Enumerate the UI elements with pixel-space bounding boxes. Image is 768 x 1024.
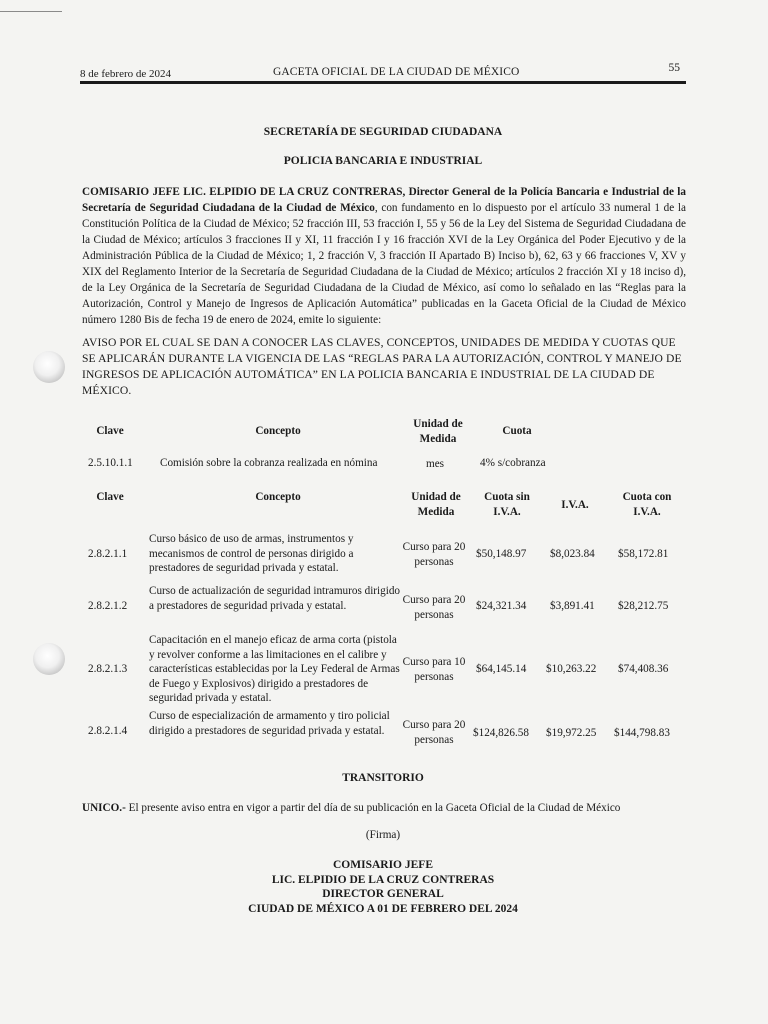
signature-block — [80, 858, 686, 916]
policia-title: POLICIA BANCARIA E INDUSTRIAL — [283, 155, 483, 167]
header-gazette-title: GACETA OFICIAL DE LA CIUDAD DE MÉXICO — [273, 66, 520, 78]
t2-row4-iva: $19,972.25 — [546, 727, 597, 739]
t2-row1-concepto: Curso básico de uso de armas, instrumentos y mecanismos de control de personas dirigido a prestadores de seguridad privada y estatal. — [149, 533, 354, 574]
t2-row3-sin-iva: $64,145.14 — [476, 663, 527, 675]
t2-row3-unidad: Curso para 10 personas — [402, 656, 466, 683]
page-number: 55 — [668, 62, 680, 74]
t2-header-sin-iva: Cuota sin I.V.A. — [484, 491, 530, 518]
t2-row2-sin-iva: $24,321.34 — [476, 600, 527, 612]
unico-label: UNICO.- — [82, 802, 126, 814]
t1-row-clave: 2.5.10.1.1 — [88, 457, 133, 469]
t2-header-clave: Clave — [96, 491, 124, 503]
t1-header-cuota: Cuota — [502, 425, 532, 437]
preamble-text: , con fundamento en lo dispuesto por el artículo 33 numeral 1 de la Constitución Política de la Ciudad de México; 52 fracción III, 53 fracción I, 55 y 56 de la Ley del Sistema de Seguridad Ciudadana de la Ciudad de México; artículos 3 fracciones II y XI, 11 fracción I y 16 fracción XVI de la Ley Orgánica del Poder Ejecutivo y de la Administración Pública de la Ciudad de México; 1, 2 fracción V, 3 fracción II Apartado B) Inciso b), 62, 63 y 66 fracciones V, XV y XIX del Reglamento Interior de la Secretaría de Seguridad Ciudadana de la Ciudad de México; artículos 2 fracción XI y 18 inciso d), de la Ley Orgánica de la Secretaría de Seguridad Ciudadana de la Ciudad de México, así como lo señalado en las “Reglas para la Autorización, Control y Manejo de Ingresos de Aplicación Automática” publicadas en la Gaceta Oficial de la Ciudad de México número 1280 Bis de fecha 19 de enero de 2024, emite lo siguiente: — [82, 202, 686, 326]
t2-row1-unidad: Curso para 20 personas — [402, 541, 466, 568]
t2-row1-con-iva: $58,172.81 — [618, 548, 669, 560]
t2-row4-sin-iva: $124,826.58 — [473, 727, 529, 739]
punch-hole-top — [33, 351, 65, 383]
t2-header-con-iva: Cuota con I.V.A. — [622, 491, 672, 518]
unico-paragraph — [82, 802, 620, 814]
t2-row4-clave: 2.8.2.1.4 — [88, 725, 128, 737]
t2-row2-clave: 2.8.2.1.2 — [88, 600, 128, 612]
preamble-paragraph — [82, 184, 686, 328]
aviso-paragraph: AVISO POR EL CUAL SE DAN A CONOCER LAS CLAVES, CONCEPTOS, UNIDADES DE MEDIDA Y CUOTAS QUE SE APLICARÁN DURANTE LA VIGENCIA DE LAS “REGLAS PARA LA AUTORIZACIÓN, CONTROL Y MANEJO DE INGRESOS DE APLICACIÓN AUTOMÁTICA” EN LA POLICIA BANCARIA E INDUSTRIAL DE LA CIUDAD DE MÉXICO. — [82, 336, 682, 397]
signature-rank: COMISARIO JEFE — [333, 859, 433, 871]
signature-position: DIRECTOR GENERAL — [322, 888, 444, 900]
t2-header-iva: I.V.A. — [561, 499, 589, 511]
punch-hole-bottom — [33, 643, 65, 675]
t2-row1-sin-iva: $50,148.97 — [476, 548, 527, 560]
secretaria-title: SECRETARÍA DE SEGURIDAD CIUDADANA — [263, 126, 503, 138]
signature-name: LIC. ELPIDIO DE LA CRUZ CONTRERAS — [271, 873, 495, 886]
t2-header-unidad: Unidad de Medida — [411, 491, 461, 518]
t2-row2-iva: $3,891.41 — [550, 600, 595, 612]
t2-row4-con-iva: $144,798.83 — [614, 727, 670, 739]
t1-row-unidad: mes — [426, 458, 445, 470]
t2-row2-unidad: Curso para 20 personas — [402, 594, 466, 621]
t2-row3-concepto: Capacitación en el manejo eficaz de arma corta (pistola y revolver conforme a las limitaciones en el calibre y características establecidas por la Ley Federal de Armas de Fuego y Explosivos) dirigido a prestadores de seguridad privada y estatal. — [149, 634, 400, 704]
t2-row1-clave: 2.8.2.1.1 — [88, 548, 128, 560]
t1-row-cuota: 4% s/cobranza — [480, 457, 546, 469]
t2-row2-con-iva: $28,212.75 — [618, 600, 669, 612]
t1-header-clave: Clave — [96, 425, 124, 437]
page-header — [80, 64, 682, 82]
unico-text: El presente aviso entra en vigor a partir del día de su publicación en la Gaceta Oficial de la Ciudad de México — [125, 802, 621, 814]
signature-place-date: CIUDAD DE MÉXICO A 01 DE FEBRERO DEL 2024 — [248, 902, 518, 915]
t2-row4-unidad: Curso para 20 personas — [402, 719, 466, 746]
t2-row2-concepto: Curso de actualización de seguridad intramuros dirigido a prestadores de seguridad privada y estatal. — [149, 585, 401, 612]
t1-header-unidad: Unidad de Medida — [413, 418, 463, 445]
firma-label: (Firma) — [365, 829, 401, 841]
transitorio-title: TRANSITORIO — [342, 772, 424, 784]
t2-row3-iva: $10,263.22 — [546, 663, 597, 675]
preamble-bold-intro: COMISARIO JEFE LIC. ELPIDIO DE LA CRUZ CONTRERAS, Director General de la Policía Bancaria e Industrial de la Secretaría de Seguridad Ciudadana de la Ciudad de México — [82, 186, 686, 214]
header-date: 8 de febrero de 2024 — [80, 68, 172, 80]
t1-header-concepto: Concepto — [255, 425, 301, 437]
t2-header-concepto: Concepto — [255, 491, 301, 503]
t2-row3-con-iva: $74,408.36 — [618, 663, 669, 675]
t1-row-concepto: Comisión sobre la cobranza realizada en nómina — [160, 457, 378, 469]
header-rule — [80, 81, 686, 84]
scan-artifact-line — [0, 11, 62, 12]
t2-row4-concepto: Curso de especialización de armamento y tiro policial dirigido a prestadores de seguridad privada y estatal. — [149, 710, 390, 737]
t2-row3-clave: 2.8.2.1.3 — [88, 663, 128, 675]
t2-row1-iva: $8,023.84 — [550, 548, 595, 560]
